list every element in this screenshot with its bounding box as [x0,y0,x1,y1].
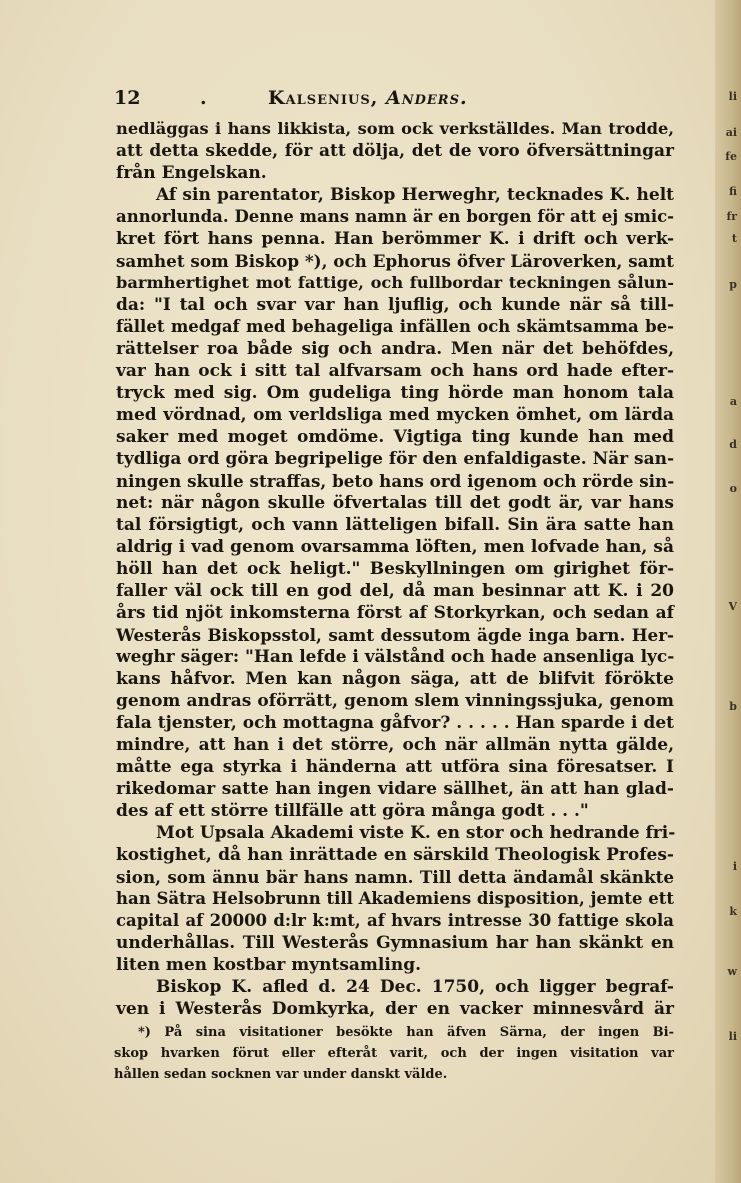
text-line: Af sin parentator, Biskop Herweghr, tecknades K. helt [156,185,674,205]
text-line: tal försigtigt, och vann lätteligen bifall. Sin ära satte han [116,515,674,535]
margin-fragment: d [729,438,737,451]
adjacent-page-edge [715,0,741,1183]
text-line: kans håfvor. Men kan någon säga, att de blifvit förökte [116,669,674,689]
margin-fragment: o [729,482,737,495]
margin-fragment: li [728,1030,737,1043]
running-head-given: Anders. [385,87,468,109]
margin-fragment: ai [725,126,737,139]
text-line: Mot Upsala Akademi viste K. en stor och hedrande fri- [156,823,676,843]
footnote-line: skop hvarken förut eller efteråt varit, och der ingen visitation var [114,1046,674,1061]
footnote-line: *) På sina visitationer besökte han äfven Särna, der ingen Bi- [138,1025,674,1040]
margin-fragment: k [729,905,737,918]
text-line: annorlunda. Denne mans namn är en borgen för att ej smic- [116,207,674,226]
text-line: sion, som ännu bär hans namn. Till detta ändamål skänkte [116,867,674,887]
text-line: års tid njöt inkomsterna först af Storkyrkan, och sedan af [116,603,674,623]
text-line: aldrig i vad genom ovarsamma löften, men lofvade han, så [116,537,674,557]
text-line: mindre, att han i det större, och när allmän nytta gälde, [116,735,674,755]
footnote [114,1022,674,1085]
text-line: nedläggas i hans likkista, som ock verkställdes. Man trodde, [116,119,674,138]
text-line: barmhertighet mot fattige, och fullbordar teckningen sålun- [116,273,674,292]
margin-fragment: fe [725,150,737,163]
running-head [268,87,468,109]
text-line: genom andras oförrätt, genom slem vinningssjuka, genom [116,691,674,711]
text-line: att detta skedde, för att dölja, det de voro öfversättningar [116,141,674,161]
text-line: fället medgaf med behageliga infällen och skämtsamma be- [116,317,674,336]
margin-fragment: V [728,600,737,613]
margin-fragment: fr [726,210,737,223]
text-line: fala tjenster, och mottagna gåfvor? . . . . . Han sparde i det [116,713,674,733]
text-line: faller väl ock till en god del, då man besinnar att K. i 20 [116,581,674,601]
text-line: måtte ega styrka i händerna att utföra sina föresatser. I [116,757,674,777]
text-line: weghr säger: "Han lefde i välstånd och hade ansenliga lyc- [116,647,675,667]
margin-fragment: fi [729,185,737,198]
margin-fragment: p [729,278,737,291]
text-line: höll han det ock heligt." Beskyllningen om girighet för- [116,559,674,579]
text-line: med vördnad, om verldsliga med mycken ömhet, om lärda [116,405,674,425]
text-line: net: när någon skulle öfvertalas till det godt är, var hans [116,493,674,513]
margin-fragment: li [728,90,737,103]
margin-fragment: i [732,860,737,873]
text-line: tryck med sig. Om gudeliga ting hörde man honom tala [116,383,674,403]
header-separator: . [200,87,207,109]
text-line: capital af 20000 d:lr k:mt, af hvars intresse 30 fattige skola [116,911,674,930]
text-line: Westerås Biskopsstol, samt dessutom ägde inga barn. Her- [116,625,674,645]
text-line: rikedomar satte han ingen vidare sällhet, än att han glad- [116,779,674,799]
text-line: da: "I tal och svar var han ljuflig, och kunde när så till- [116,295,674,315]
text-line: kostighet, då han inrättade en särskild Theologisk Profes- [116,845,674,865]
margin-fragment: a [729,395,737,408]
text-line: Biskop K. afled d. 24 Dec. 1750, och ligger begraf- [156,977,674,997]
running-header [114,87,674,113]
text-line: kret fört hans penna. Han berömmer K. i drift och verk- [116,229,674,249]
text-line: han Sätra Helsobrunn till Akademiens disposition, jemte ett [116,889,674,908]
page-number: 12 [114,87,141,109]
text-line: liten men kostbar myntsamling. [116,955,421,975]
text-line: samhet som Biskop *), och Ephorus öfver Läroverken, samt [116,251,674,271]
text-line: underhållas. Till Westerås Gymnasium har han skänkt en [116,933,674,953]
text-line: rättelser roa både sig och andra. Men när det behöfdes, [116,339,674,359]
text-line: ven i Westerås Domkyrka, der en vacker minnesvård är [116,999,674,1019]
text-line: tydliga ord göra begripelige för den enfaldigaste. När san- [116,449,675,469]
margin-fragment: t [731,232,737,245]
text-line: des af ett större tillfälle att göra många godt . . ." [116,801,589,821]
text-line: var han ock i sitt tal alfvarsam och hans ord hade efter- [116,361,674,381]
margin-fragment: w [727,965,737,978]
running-head-name: Kalsenius, [268,87,379,109]
text-line: från Engelskan. [116,163,267,183]
footnote-line: hållen sedan socknen var under danskt välde. [114,1067,448,1082]
text-line: ningen skulle straffas, beto hans ord igenom och rörde sin- [116,471,675,491]
margin-fragment: b [729,700,737,713]
body-text [116,118,674,1020]
text-line: saker med moget omdöme. Vigtiga ting kunde han med [116,427,674,447]
